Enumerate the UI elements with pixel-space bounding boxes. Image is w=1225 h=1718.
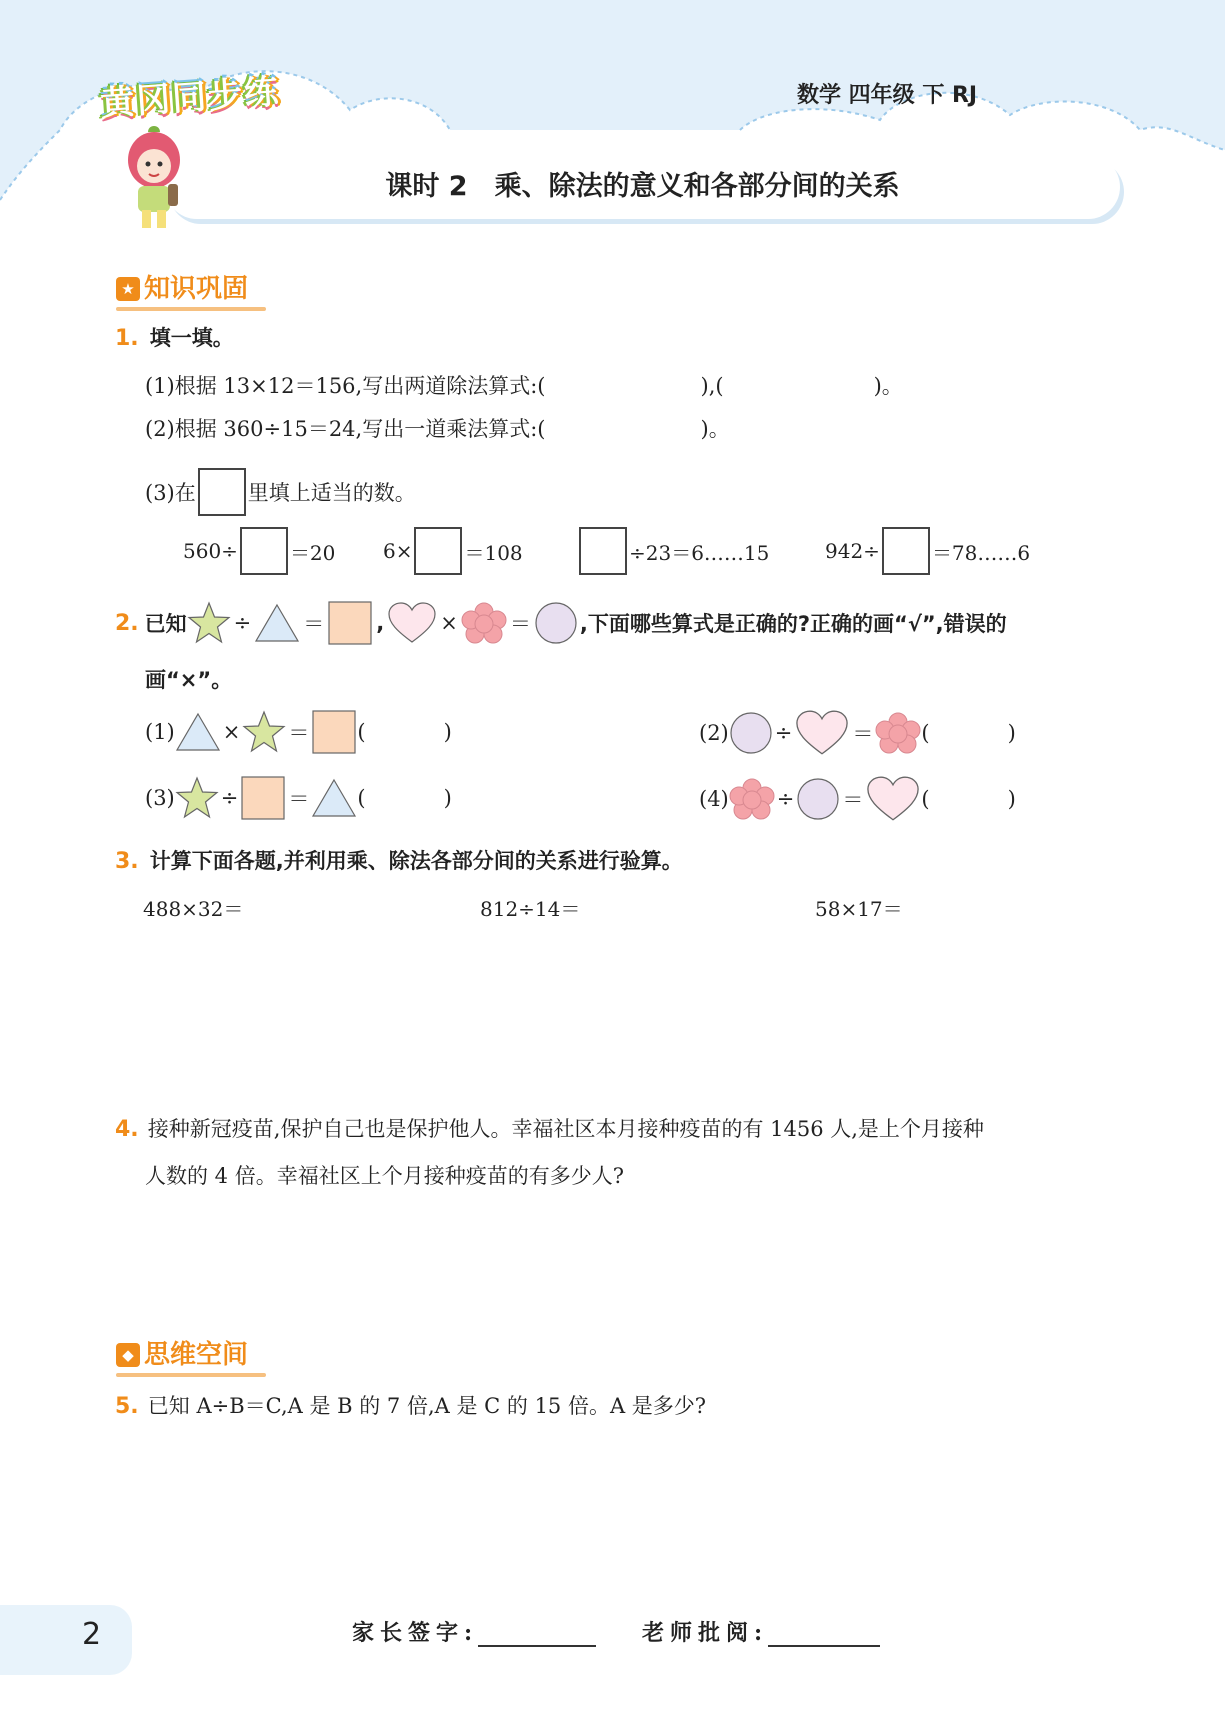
star-icon <box>187 601 231 645</box>
teacher-review <box>642 1616 880 1647</box>
paren-open: ( <box>357 786 366 810</box>
q1-p2-text: (2)根据 360÷15＝24,写出一道乘法算式:( <box>145 417 546 441</box>
question-2 <box>115 600 1115 646</box>
question-1 <box>115 322 1115 352</box>
circle-icon <box>796 777 840 821</box>
q2-item-3 <box>145 775 452 821</box>
equation-3 <box>577 527 769 575</box>
q4-work-area[interactable] <box>140 1200 1100 1320</box>
q1-part2 <box>145 413 730 443</box>
brand-logo: 黄冈同步练 <box>99 71 282 125</box>
question-number: 2. <box>115 610 139 636</box>
section-heading-knowledge <box>116 268 248 305</box>
question-3 <box>115 845 683 875</box>
paren-open: ( <box>921 721 930 745</box>
lightbulb-icon: ◆ <box>116 1343 140 1367</box>
divide-sign: ÷ <box>220 786 239 810</box>
star-icon <box>175 776 219 820</box>
question-5 <box>115 1390 706 1420</box>
answer-box[interactable] <box>240 527 288 575</box>
paren-close: ) <box>1007 787 1016 811</box>
q3-eq2: 812÷14＝ <box>480 897 581 921</box>
paren-open: ( <box>357 720 366 744</box>
eq2-post: ＝108 <box>464 540 523 565</box>
question-title: 填一填。 <box>149 326 234 350</box>
q1-part3 <box>145 468 416 516</box>
multiply-sign: × <box>222 720 241 744</box>
eq3-post: ÷23＝6……15 <box>629 540 770 565</box>
heart-icon <box>865 775 921 823</box>
q5-text: 已知 A÷B＝C,A 是 B 的 7 倍,A 是 C 的 15 倍。A 是多少? <box>147 1394 707 1418</box>
equals-sign: ＝ <box>303 612 325 636</box>
q1-p2-end: )。 <box>700 417 730 441</box>
answer-box[interactable] <box>882 527 930 575</box>
divide-sign: ÷ <box>774 721 793 745</box>
square-icon <box>327 600 373 646</box>
q3-work-area[interactable] <box>140 930 1100 1100</box>
heart-icon <box>794 709 850 757</box>
square-icon <box>311 709 357 755</box>
section-title: 思维空间 <box>144 1340 249 1370</box>
triangle-icon <box>254 603 300 643</box>
paren-close: ) <box>1007 721 1016 745</box>
equation-2 <box>383 527 523 575</box>
question-number: 5. <box>115 1394 139 1419</box>
judgement-blank[interactable] <box>930 718 1008 748</box>
flower-icon <box>875 712 921 754</box>
item-label: (4) <box>699 787 729 811</box>
q1-part1 <box>145 370 903 400</box>
q2-item-1 <box>145 709 452 755</box>
page-number: 2 <box>82 1617 102 1652</box>
section-heading-thinking <box>116 1334 248 1371</box>
q2-intro-post: ,下面哪些算式是正确的?正确的画“√”,错误的 <box>579 612 1007 636</box>
lesson-title-bar <box>165 155 1120 219</box>
star-icon <box>242 710 286 754</box>
page-number-tab <box>0 1605 132 1675</box>
book-info: 数学 四年级 下 RJ <box>797 83 978 108</box>
q1-equations <box>183 527 1063 577</box>
question-number: 1. <box>115 326 139 351</box>
triangle-icon <box>175 712 221 752</box>
q1-p1-text: (1)根据 13×12＝156,写出两道除法算式:( <box>145 374 546 398</box>
item-label: (3) <box>145 786 175 810</box>
question-number: 4. <box>115 1117 139 1142</box>
parent-signature-line[interactable] <box>478 1619 596 1647</box>
judgement-blank[interactable] <box>930 784 1008 814</box>
equals-sign: ＝ <box>288 787 310 811</box>
divide-sign: ÷ <box>233 611 252 635</box>
eq2-pre: 6× <box>383 539 413 563</box>
heart-icon <box>387 601 437 645</box>
q1-p3-post: 里填上适当的数。 <box>247 481 416 505</box>
lesson-title: 课时 2 乘、除法的意义和各部分间的关系 <box>385 171 900 202</box>
q4-line2: 人数的 4 倍。幸福社区上个月接种疫苗的有多少人? <box>145 1164 624 1188</box>
q2-intro-pre: 已知 <box>144 612 187 636</box>
answer-box[interactable] <box>414 527 462 575</box>
answer-box[interactable] <box>579 527 627 575</box>
q3-eq1: 488×32＝ <box>143 897 244 921</box>
triangle-icon <box>311 778 357 818</box>
equals-sign: ＝ <box>509 612 531 636</box>
eq1-post: ＝20 <box>289 540 336 565</box>
q4-line1: 接种新冠疫苗,保护自己也是保护他人。幸福社区本月接种疫苗的有 1456 人,是上个月接种 <box>147 1117 984 1141</box>
judgement-blank[interactable] <box>366 717 444 747</box>
item-label: (1) <box>145 720 175 744</box>
teacher-review-label: 老师批阅: <box>642 1620 769 1646</box>
question-title: 计算下面各题,并利用乘、除法各部分间的关系进行验算。 <box>149 849 683 873</box>
circle-icon <box>729 711 773 755</box>
section-title: 知识巩固 <box>144 274 249 304</box>
q2-intro-line2: 画“×”。 <box>145 668 233 692</box>
q2-item-2 <box>699 709 1016 757</box>
judgement-blank[interactable] <box>366 783 444 813</box>
equation-4 <box>825 527 1030 575</box>
comma: , <box>376 611 385 635</box>
mascot-illustration <box>118 122 190 232</box>
eq4-post: ＝78……6 <box>931 540 1031 565</box>
star-icon: ★ <box>116 277 140 301</box>
q2-item-4 <box>699 775 1016 823</box>
fill-box-example <box>198 468 246 516</box>
question-4 <box>115 1113 1125 1143</box>
q3-eq3: 58×17＝ <box>815 897 903 921</box>
teacher-review-line[interactable] <box>768 1619 880 1647</box>
equals-sign: ＝ <box>288 721 310 745</box>
square-icon <box>240 775 286 821</box>
paren-close: ) <box>443 786 452 810</box>
paren-open: ( <box>921 787 930 811</box>
eq1-pre: 560÷ <box>183 539 238 563</box>
q5-work-area[interactable] <box>140 1430 1100 1580</box>
question-number: 3. <box>115 849 139 874</box>
equals-sign: ＝ <box>852 722 874 746</box>
parent-signature-label: 家长签字: <box>352 1620 479 1646</box>
circle-icon <box>534 601 578 645</box>
flower-icon <box>461 602 507 644</box>
eq4-pre: 942÷ <box>825 539 880 563</box>
paren-close: ) <box>443 720 452 744</box>
parent-signature <box>352 1616 596 1647</box>
equation-1 <box>183 527 335 575</box>
flower-icon <box>729 778 775 820</box>
q1-p1-mid: ),( <box>700 374 724 398</box>
multiply-sign: × <box>440 611 458 635</box>
divide-sign: ÷ <box>776 787 795 811</box>
equals-sign: ＝ <box>842 788 864 812</box>
item-label: (2) <box>699 721 729 745</box>
q1-p1-end: )。 <box>873 374 903 398</box>
q1-p3-pre: (3)在 <box>145 481 196 505</box>
